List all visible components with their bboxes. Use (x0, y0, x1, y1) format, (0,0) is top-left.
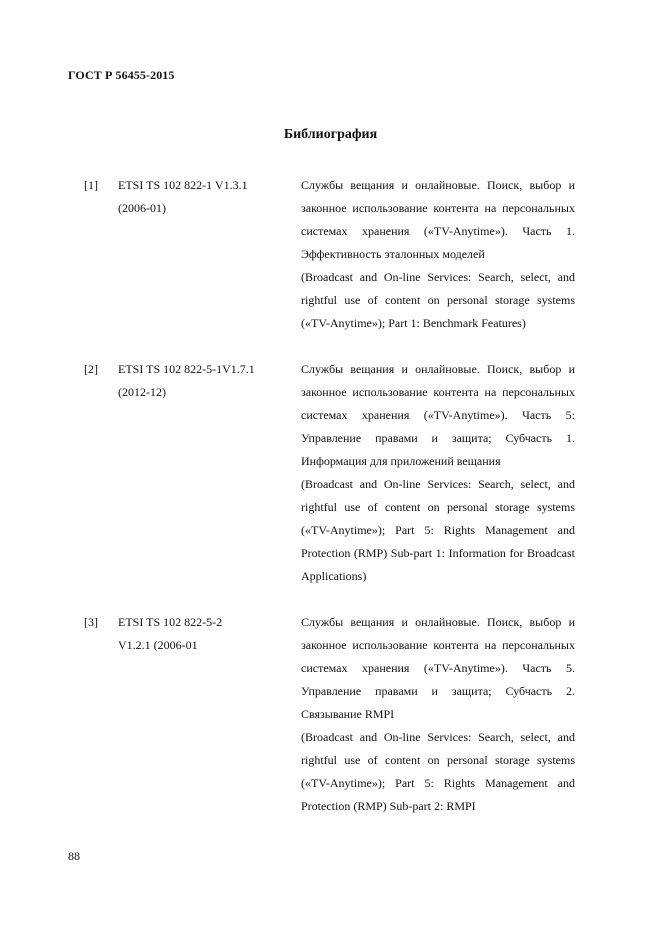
entry-title-russian: Службы вещания и онлайновые. Поиск, выбор и законное использование контента на персональных системах хранения («TV-Anytime»). Часть 1. Эффективность эталонных моделей (301, 178, 575, 261)
entry-description (301, 174, 575, 335)
bibliography-entry-1 (0, 174, 661, 335)
entry-title-english: (Broadcast and On-line Services: Search, select, and rightful use of content on personal storage systems («TV-Anytime»); Part 5: Rights Management and Protection (RMP) Sub-part 2: RMPI (301, 730, 575, 813)
bibliography-list (0, 174, 661, 818)
entry-title-russian: Службы вещания и онлайновые. Поиск, выбор и законное использование контента на персональных системах хранения («TV-Anytime»). Часть 5: Управление правами и защита; Субчасть 1. Информация для приложений вещания (301, 362, 575, 468)
entry-description (301, 611, 575, 818)
entry-reference: ETSI TS 102 822-5-2 V1.2.1 (2006-01 (118, 615, 223, 652)
entry-title-english: (Broadcast and On-line Services: Search, select, and rightful use of content on personal storage systems («TV-Anytime»); Part 5: Rights Management and Protection (RMP) Sub-part 1: Information for Broadcast Applications) (301, 477, 575, 583)
entry-number: [3] (84, 615, 98, 629)
entry-description (301, 358, 575, 588)
entry-title-english: (Broadcast and On-line Services: Search, select, and rightful use of content on personal storage systems («TV-Anytime»); Part 1: Benchmark Features) (301, 270, 575, 330)
bibliography-title: Библиография (283, 127, 378, 142)
entry-title-russian: Службы вещания и онлайновые. Поиск, выбор и законное использование контента на персональных системах хранения («TV-Anytime»). Часть 5. Управление правами и защита; Субчасть 2. Связывание RMPI (301, 615, 575, 721)
entry-number: [1] (84, 178, 98, 192)
document-code-header: ГОСТ Р 56455-2015 (68, 68, 175, 82)
bibliography-entry-3 (0, 611, 661, 818)
bibliography-entry-2 (0, 358, 661, 588)
entry-reference: ETSI TS 102 822-5-1V1.7.1 (2012-12) (118, 362, 255, 399)
entry-reference: ETSI TS 102 822-1 V1.3.1 (2006-01) (118, 178, 248, 215)
page-number: 88 (68, 849, 80, 863)
entry-number: [2] (84, 362, 98, 376)
